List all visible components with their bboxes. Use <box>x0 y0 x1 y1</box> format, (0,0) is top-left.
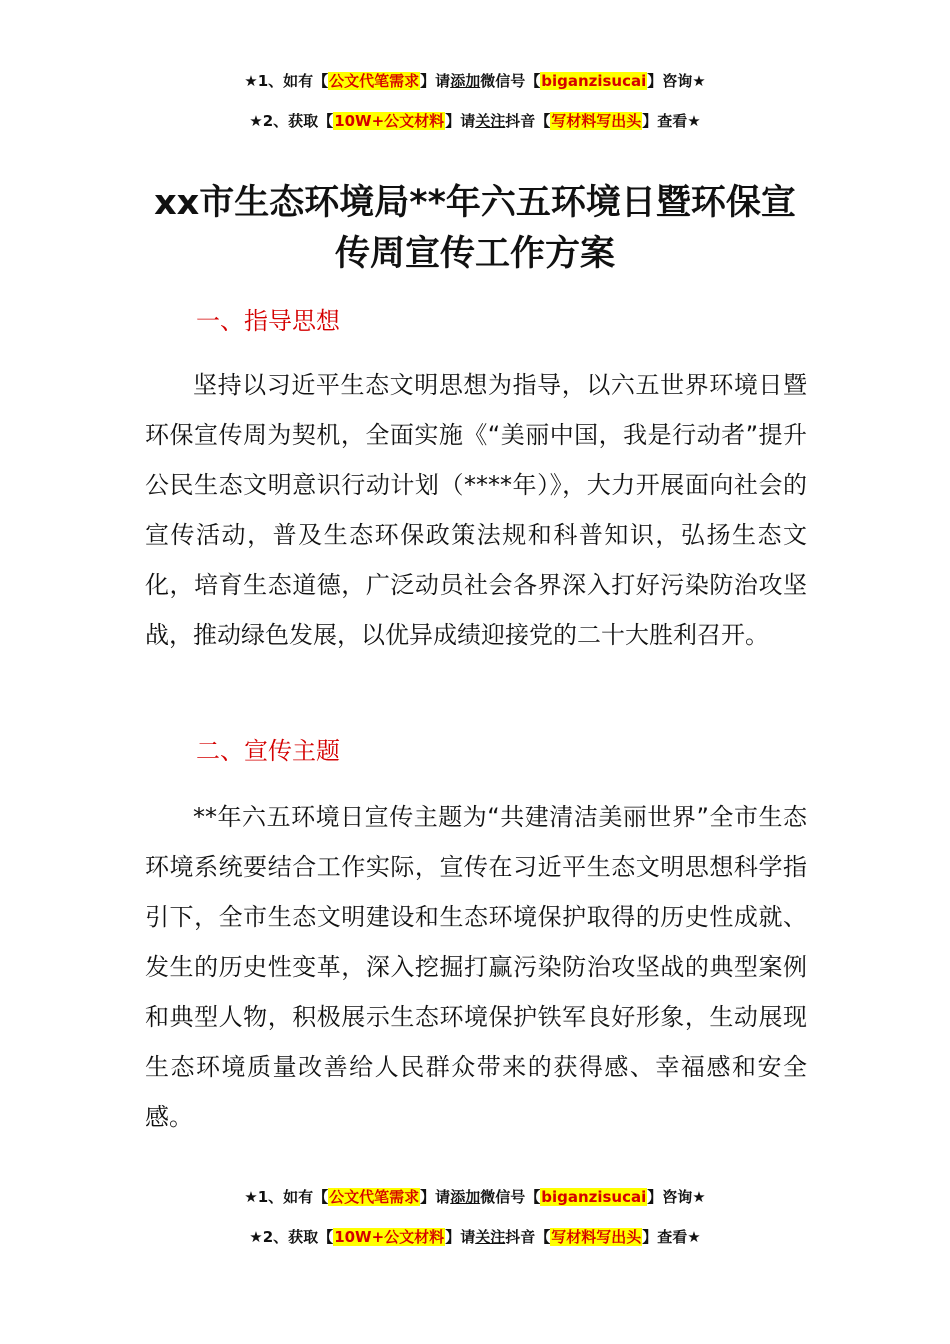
promo-text: 】请 <box>445 112 476 130</box>
promo-highlight: 写材料写出头 <box>551 1228 642 1246</box>
document-title <box>60 178 890 280</box>
promo-text: 】咨询★ <box>647 1188 706 1206</box>
promo-underline: 关注 <box>475 1228 506 1246</box>
promo-highlight: biganzisucai <box>541 72 647 90</box>
promo-text: 】请 <box>445 1228 476 1246</box>
promo-text: 抖音【 <box>505 112 551 130</box>
promo-text: 】请 <box>420 1188 451 1206</box>
promo-text: 】请 <box>420 72 451 90</box>
title-line-1: xx市生态环境局**年六五环境日暨环保宣 <box>154 183 796 223</box>
promo-line-bottom-1 <box>0 1186 950 1208</box>
section-paragraph-guiding-thought: 坚持以习近平生态文明思想为指导，以六五世界环境日暨环保宣传周为契机，全面实施《“美丽中国，我是行动者”提升公民生态文明意识行动计划（****年）》，大力开展面向社会的宣传活动，普及生态环保政策法规和科普知识，弘扬生态文化，培育生态道德，广泛动员社会各界深入打好污染防治攻坚战，推动绿色发展，以优异成绩迎接党的二十大胜利召开。 <box>145 371 807 649</box>
promo-underline: 关注 <box>475 112 506 130</box>
promo-highlight: 10W+公文材料 <box>334 112 445 130</box>
promo-text: 微信号【 <box>480 1188 541 1206</box>
promo-text: ★2、获取【 <box>249 1228 334 1246</box>
promo-text: 】查看★ <box>642 1228 701 1246</box>
section-heading-guiding-thought: 一、指导思想 <box>196 307 340 335</box>
promo-text: 抖音【 <box>505 1228 551 1246</box>
promo-underline: 添加 <box>450 72 481 90</box>
promo-text: 】查看★ <box>642 112 701 130</box>
promo-line-top-2 <box>0 110 950 132</box>
promo-line-bottom-2 <box>0 1226 950 1248</box>
promo-text: ★1、如有【 <box>244 72 329 90</box>
promo-line-top-1 <box>0 70 950 92</box>
title-line-2: 传周宣传工作方案 <box>334 234 615 274</box>
promo-text: ★1、如有【 <box>244 1188 329 1206</box>
section-heading-theme: 二、宣传主题 <box>196 737 340 765</box>
promo-highlight: 10W+公文材料 <box>334 1228 445 1246</box>
promo-underline: 添加 <box>450 1188 481 1206</box>
promo-highlight: 写材料写出头 <box>551 112 642 130</box>
section-paragraph-theme: **年六五环境日宣传主题为“共建清洁美丽世界”全市生态环境系统要结合工作实际，宣传在习近平生态文明思想科学指引下，全市生态文明建设和生态环境保护取得的历史性成就、发生的历史性变革，深入挖掘打赢污染防治攻坚战的典型案例和典型人物，积极展示生态环境保护铁军良好形象，生动展现生态环境质量改善给人民群众带来的获得感、幸福感和安全感。 <box>145 803 807 1131</box>
promo-highlight: biganzisucai <box>541 1188 647 1206</box>
promo-text: 】咨询★ <box>647 72 706 90</box>
promo-text: 微信号【 <box>480 72 541 90</box>
promo-highlight: 公文代笔需求 <box>329 1188 420 1206</box>
promo-text: ★2、获取【 <box>249 112 334 130</box>
promo-highlight: 公文代笔需求 <box>329 72 420 90</box>
